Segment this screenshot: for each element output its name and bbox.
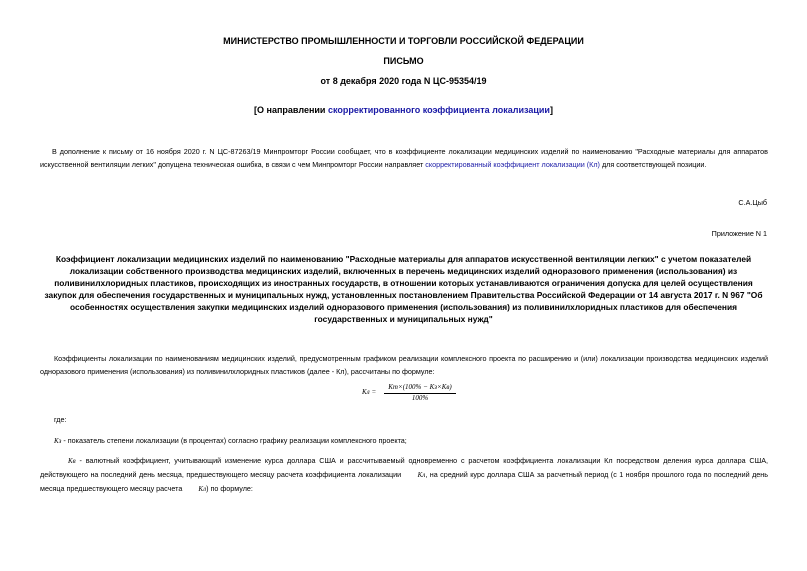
definition-kz bbox=[54, 434, 768, 448]
appendix-label: Приложение N 1 bbox=[711, 229, 767, 238]
localization-formula bbox=[362, 383, 462, 407]
definition-kv-text-a: - валютный коэффициент, учитывающий изменение курса доллара США и рассчитываемый одновременно с расчетом коэффициента локализации Кл посредством деления курса доллара США, действующего на последний день месяца, предшествующего месяцу расчета коэффициента локализации bbox=[40, 456, 768, 479]
formula-numerator: Кт×(100% − Кз×Кв) bbox=[388, 383, 452, 391]
body-paragraph: Коэффициенты локализации по наименованиям медицинских изделий, предусмотренным графиком реализации комплексного проекта по расширению и (или) локализации производства медицинских изделий одноразового применения (использования) из поливинилхлоридных пластиков (далее - Кл), рассчитаны по формуле: bbox=[40, 354, 768, 376]
corrected-coefficient-link[interactable]: скорректированный коэффициент локализации (Кл) bbox=[425, 160, 600, 169]
intro-text-2: для соответствующей позиции. bbox=[599, 160, 707, 169]
subject-open: [О направлении bbox=[254, 105, 328, 115]
symbol-kz: Кз bbox=[54, 437, 62, 445]
definition-kv bbox=[40, 454, 768, 496]
subject-close: ] bbox=[549, 105, 553, 115]
document-date-number: от 8 декабря 2020 года N ЦС-95354/19 bbox=[320, 76, 487, 86]
document-type: ПИСЬМО bbox=[383, 56, 424, 66]
signature: С.А.Цыб bbox=[738, 198, 767, 207]
formula-denominator: 100% bbox=[411, 394, 429, 402]
symbol-kv: Кв bbox=[68, 457, 76, 465]
formula-lhs: Кл = bbox=[362, 388, 377, 396]
intro-paragraph bbox=[40, 145, 768, 171]
intro-text-1: В дополнение к письму от 16 ноября 2020 г. N ЦС-87263/19 Минпромторг России сообщает, что в коэффициенте локализации медицинских изделий по наименованию "Расходные материалы для аппаратов искусственной вентиляции легких" допущена техническая ошибка, в связи с чем Минпромторг России направляет bbox=[40, 147, 768, 169]
symbol-kl-2: Кл bbox=[198, 485, 207, 493]
symbol-kl: Кл bbox=[417, 471, 426, 479]
ministry-heading: МИНИСТЕРСТВО ПРОМЫШЛЕННОСТИ И ТОРГОВЛИ РОССИЙСКОЙ ФЕДЕРАЦИИ bbox=[223, 36, 584, 46]
document-subject bbox=[0, 105, 807, 115]
definition-kz-text: - показатель степени локализации (в процентах) согласно графику реализации комплексного проекта; bbox=[61, 436, 407, 445]
appendix-title: Коэффициент локализации медицинских изделий по наименованию "Расходные материалы для аппаратов искусственной вентиляции легких" с учетом показателей локализации собственного производства медицинских изделий, включенных в перечень медицинских изделий одноразового применения (использования) из поливинилхлоридных пластиков, происходящих из иностранных государств, в отношении которых устанавливаются ограничения допуска для целей осуществления закупок для обеспечения государственных и муниципальных нужд, установленных постановлением Правительства Российской Федерации от 14 августа 2017 г. N 967 "Об особенностях осуществления закупки медицинских изделий одноразового применения (использования) из поливинилхлоридных пластиков для обеспечения государственных и муниципальных нужд" bbox=[44, 254, 763, 324]
definition-kv-text-b: , на средний курс доллара США за расчетный период (с 1 ноября прошлого года по последний день месяца предшествующего месяцу расчета bbox=[40, 470, 768, 493]
where-label: где: bbox=[54, 415, 67, 424]
definition-kv-text-c: ) по формуле: bbox=[206, 484, 253, 493]
subject-link[interactable]: скорректированного коэффициента локализации bbox=[327, 105, 550, 115]
